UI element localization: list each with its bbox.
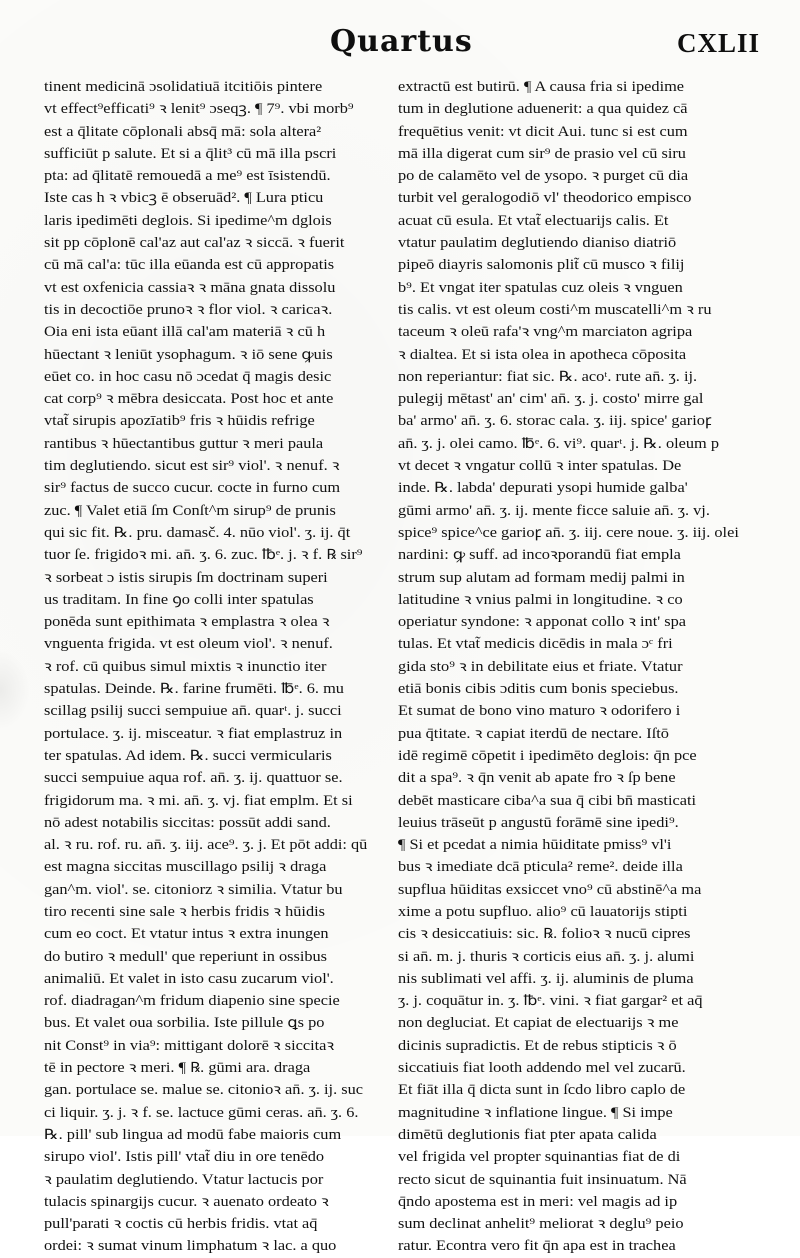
text-line: pta: ad q̄litatē remouedā a me⁹ est īsistendū. xyxy=(44,168,331,185)
text-line: vt decet ꝛ vngatur collū ꝛ inter spatulas. De xyxy=(398,458,682,475)
text-line: vtat̃ sirupis apozīatib⁹ fris ꝛ hūidis refrige xyxy=(44,413,315,430)
text-line: tum in deglutione aduenerit: a qua quidez cā xyxy=(398,101,688,118)
text-line: ordei: ꝛ sumat vinum limphatum ꝛ lac. a quo xyxy=(44,1238,337,1255)
text-line: Et fiāt illa q̄ dicta sunt in ſcdo libro caplo de xyxy=(398,1082,686,1099)
text-line: non reperiantur: fiat sic. ℞. acoᵗ. rute an̄. ʒ. ij. xyxy=(398,368,698,385)
text-line: operiatur syndone: ꝛ apponat collo ꝛ int' spa xyxy=(398,614,687,631)
text-line: latitudine ꝛ vnius palmi in longitudine. ꝛ co xyxy=(398,591,683,608)
text-line: sufficiūt p salute. Et si a q̄lit³ cū mā illa pscri xyxy=(44,145,337,162)
text-line: b⁹. Et vngat iter spatulas cuz oleis ꝛ vnguen xyxy=(398,279,683,296)
text-line: hūectant ꝛ leniūt ysophagum. ꝛ iō sene ꝙuis xyxy=(44,346,333,363)
text-line: portulace. ʒ. ij. misceatur. ꝛ fiat emplastruz in xyxy=(44,725,343,742)
text-line: tuor ſe. frigidoꝛ mi. an̄. ʒ. 6. zuc. ℔ᵉ. j. ꝛ f. ℞ sir⁹ xyxy=(44,547,363,564)
text-line: siccatiuis fiat looth addendo mel vel zucarū. xyxy=(398,1060,686,1077)
text-line: ponēda sunt epithimata ꝛ emplastra ꝛ olea ꝛ xyxy=(44,614,330,631)
text-line: ꝛ sorbeat ɔ istis sirupis ſm doctrinam superi xyxy=(44,569,328,586)
text-line: cum eo coct. Et vtatur intus ꝛ extra inungen xyxy=(44,926,329,943)
text-line: ba' armo' an̄. ʒ. 6. storac cala. ʒ. iij. spice' garioꝼ xyxy=(398,413,712,430)
text-line: ꝛ dialtea. Et si ista olea in apotheca cōposita xyxy=(398,346,687,363)
text-line: gida sto⁹ ꝛ in debilitate eius et friate. Vtatur xyxy=(398,658,683,675)
text-line: dicinis supradictis. Et de rebus stipticis ꝛ ō xyxy=(398,1037,677,1054)
text-line: pulegij mētast' an' cim' an̄. ʒ. j. costo' mirre gal xyxy=(398,391,704,408)
text-line: nis sublimati vel affi. ʒ. ij. aluminis de pluma xyxy=(398,970,694,987)
text-line: tis in decoctiōe prunoꝛ ꝛ flor viol. ꝛ caricaꝛ. xyxy=(44,301,333,318)
text-line: si an̄. m. j. thuris ꝛ corticis eius an̄. ʒ. j. alumi xyxy=(398,948,695,965)
text-line: mā illa digerat cum sir⁹ de prasio vel cū siru xyxy=(398,145,686,162)
text-line: xime a potu supfluo. alio⁹ cū lauatorijs stipti xyxy=(398,903,688,920)
text-line: taceum ꝛ oleū rafa'ꝛ vng^m marciaton agripa xyxy=(398,324,693,341)
text-line: ꝛ paulatim deglutiendo. Vtatur lactucis por xyxy=(44,1171,324,1188)
text-line: magnitudine ꝛ inflatione lingue. ¶ Si impe xyxy=(398,1104,673,1121)
page-stain xyxy=(0,650,30,730)
text-line: al. ꝛ ru. rof. ru. an̄. ʒ. iij. ace⁹. ʒ. j. Et pōt addi: qū xyxy=(44,837,368,854)
text-line: tiro recenti sine sale ꝛ herbis fridis ꝛ hūidis xyxy=(44,903,325,920)
text-line: zuc. ¶ Valet etiā ſm Conſt^m sirup⁹ de prunis xyxy=(44,502,336,519)
text-line: cū mā cal'a: tūc illa eūanda est cū appropatis xyxy=(44,257,335,274)
text-line: tulas. Et vtat̃ medicis dicēdis in mala ɔᶜ fri xyxy=(398,636,673,653)
text-line: etiā bonis cibis ɔditis cum bonis speciebus. xyxy=(398,681,679,698)
text-line: tulacis spinargijs cucur. ꝛ auenato ordeato ꝛ xyxy=(44,1193,329,1210)
text-line: ratur. Econtra vero fit q̄n apa est in trachea xyxy=(398,1238,676,1255)
text-line: est a q̄litate cōplonali absq̄ mā: sola altera² xyxy=(44,123,322,140)
text-line: idē regimē cōpetit i ipedimēto deglois: q̄n pce xyxy=(398,747,697,764)
text-line: est magna siccitas muscillago psilij ꝛ draga xyxy=(44,859,327,876)
text-line: dit a spa⁹. ꝛ q̄n venit ab apate fro ꝛ ſp bene xyxy=(398,770,676,787)
text-line: cis ꝛ desiccatiuis: sic. ℞. folioꝛ ꝛ nucū cipres xyxy=(398,926,691,943)
text-line: laris ipedimēti deglois. Si ipedime^m dglois xyxy=(44,212,332,229)
text-line: dimētū deglutionis fiat pter apata calida xyxy=(398,1126,657,1143)
text-line: tinent medicinā ɔsolidatiuā itcitiōis pintere xyxy=(44,79,323,95)
text-line: animaliū. Et valet in isto casu zucarum viol'. xyxy=(44,970,334,987)
text-line: tis calis. vt est oleum costi^m muscatelli^m ꝛ ru xyxy=(398,301,712,318)
text-line: do butiro ꝛ medull' que reperiunt in ossibus xyxy=(44,948,328,965)
folio-number: CXLII xyxy=(676,28,760,58)
text-line: rof. diadragan^m fridum diapenio sine specie xyxy=(44,993,340,1010)
left-text-column xyxy=(44,76,382,1258)
text-line: extractū est butirū. ¶ A causa fria si ipedime xyxy=(398,79,685,95)
text-line: vel frigida vel propter squinantias fiat de di xyxy=(398,1149,681,1166)
text-line: scillag psilij succi sempuiue an̄. quarᵗ. j. succi xyxy=(44,703,342,720)
text-line: rantibus ꝛ hūectantibus guttur ꝛ meri paula xyxy=(44,435,324,452)
text-line: frequētius venit: vt dicit Aui. tunc si est cum xyxy=(398,123,688,140)
text-line: q̄ndo apostema est in meri: vel magis ad ip xyxy=(398,1193,678,1210)
text-line: strum sup alutam ad formam medij palmi in xyxy=(398,569,685,586)
text-line: ci liquir. ʒ. j. ꝛ f. se. lactuce gūmi ceras. an̄. ʒ. 6. xyxy=(44,1104,359,1121)
text-line: ʒ. j. coquātur in. ʒ. ℔ᵉ. vini. ꝛ fiat gargar² et aq̄ xyxy=(398,993,703,1010)
text-line: gan. portulace se. malue se. citonioꝛ an̄. ʒ. ij. suc xyxy=(44,1082,363,1099)
text-line: gan^m. viol'. se. citoniorz ꝛ similia. Vtatur bu xyxy=(44,881,343,898)
text-line: vt effect⁹efficati⁹ ꝛ lenit⁹ ɔseqꝫ. ¶ 7⁹. vbi morb⁹ xyxy=(44,101,354,118)
right-text-column xyxy=(398,76,743,1258)
text-line: ℞. pill' sub lingua ad modū fabe maioris cum xyxy=(44,1126,342,1143)
running-head: Quartus xyxy=(330,24,473,59)
text-line: ꝛ rof. cū quibus simul mixtis ꝛ inunctio iter xyxy=(44,658,327,675)
text-line: Oia eni ista eūant illā cal'am materiā ꝛ cū h xyxy=(44,324,326,341)
text-line: nit Const⁹ in via⁹: mittigant dolorē ꝛ siccitaꝛ xyxy=(44,1037,335,1054)
text-line: supflua hūiditas exsiccet vno⁹ cū abstinē^a ma xyxy=(398,881,702,898)
text-line: an̄. ʒ. j. olei camo. ℔ᵉ. 6. vi⁹. quarᵗ. j. ℞. oleum p xyxy=(398,435,719,452)
text-line: recto sicut de squinantia fuit insinuatum. Nā xyxy=(398,1171,687,1188)
text-line: leuius trāseūt p angustū forāmē sine ipedi⁹. xyxy=(398,814,679,831)
text-line: Et sumat de bono vino maturo ꝛ odorifero i xyxy=(398,703,681,720)
text-line: spatulas. Deinde. ℞. farine frumēti. ℔ᵉ. 6. mu xyxy=(44,681,344,698)
text-line: pipeō diayris salomonis plit̃ cū musco ꝛ filij xyxy=(398,257,685,274)
text-line: pull'parati ꝛ coctis cū herbis fridis. vtat aq̄ xyxy=(44,1216,318,1233)
text-line: turbit vel geralogodiō vl' theodorico empisco xyxy=(398,190,692,207)
text-line: nardini: ꝙ suff. ad incoꝛporandū fiat empla xyxy=(398,547,681,564)
text-line: eūet co. in hoc casu nō ɔcedat q̄ magis desic xyxy=(44,368,332,385)
text-line: tim deglutiendo. sicut est sir⁹ viol'. ꝛ nenuf. ꝛ xyxy=(44,458,340,475)
text-line: tē in pectore ꝛ meri. ¶ ℞. gūmi ara. draga xyxy=(44,1060,311,1077)
text-line: spice⁹ spice^ce garioꝼ an̄. ʒ. iij. cere noue. ʒ. iij. olei xyxy=(398,524,739,541)
text-line: pua q̄titate. ꝛ capiat iterdū de nectare. Iſtō xyxy=(398,725,669,742)
text-line: sirupo viol'. Istis pill' vtat̃ diu in ore tenēdo xyxy=(44,1149,325,1166)
text-line: bus ꝛ imediate dcā pticula² reme². deide illa xyxy=(398,859,683,876)
text-line: inde. ℞. labda' depurati ysopi humide galba' xyxy=(398,480,688,497)
text-line: Iste cas h ꝛ vbicꝫ ē obseruād². ¶ Lura pticu xyxy=(44,190,324,207)
text-line: vnguenta frigida. vt est oleum viol'. ꝛ nenuf. xyxy=(44,636,333,653)
text-line: cat corp⁹ ꝛ mēbra desiccata. Post hoc et ante xyxy=(44,391,334,408)
text-line: sum declinat anhelit⁹ meliorat ꝛ deglu⁹ peio xyxy=(398,1216,684,1233)
text-line: qui sic fit. ℞. pru. damasč. 4. nūo viol'. ʒ. ij. q̄t xyxy=(44,524,351,541)
text-line: sit pp cōplonē cal'az aut cal'az ꝛ siccā. ꝛ fuerit xyxy=(44,235,345,252)
text-line: non degluciat. Et capiat de electuarijs ꝛ me xyxy=(398,1015,679,1032)
text-line: gūmi armo' an̄. ʒ. ij. mente ficce saluie an̄. ʒ. vj. xyxy=(398,502,710,519)
text-line: ter spatulas. Ad idem. ℞. succi vermicularis xyxy=(44,747,332,764)
text-line: sir⁹ factus de succo cucur. cocte in furno cum xyxy=(44,480,341,497)
text-line: acuat cū esula. Et vtat̃ electuarijs calis. Et xyxy=(398,212,669,229)
text-line: frigidorum ma. ꝛ mi. an̄. ʒ. vj. fiat emplm. Et si xyxy=(44,792,353,809)
text-line: nō adest notabilis siccitas: possūt addi sand. xyxy=(44,814,331,831)
text-line: us traditam. In fine ꝯo colli inter spatulas xyxy=(44,591,314,608)
text-line: vtatur paulatim deglutiendo dianiso diatriō xyxy=(398,235,677,252)
text-line: succi sempuiue aqua rof. an̄. ʒ. ij. quattuor se. xyxy=(44,770,343,787)
text-line: po de calamēto vel de ysopo. ꝛ purget cū dia xyxy=(398,168,689,185)
text-line: vt est oxfenicia cassiaꝛ ꝛ māna gnata dissolu xyxy=(44,279,336,296)
text-line: bus. Et valet oua sorbilia. Iste pillule ꝗs po xyxy=(44,1015,325,1032)
text-line: ¶ Si et pcedat a nimia hūiditate pmiss⁹ vl'i xyxy=(398,837,672,854)
text-line: debēt masticare ciba^a sua q̄ cibi bn̄ masticati xyxy=(398,792,697,809)
